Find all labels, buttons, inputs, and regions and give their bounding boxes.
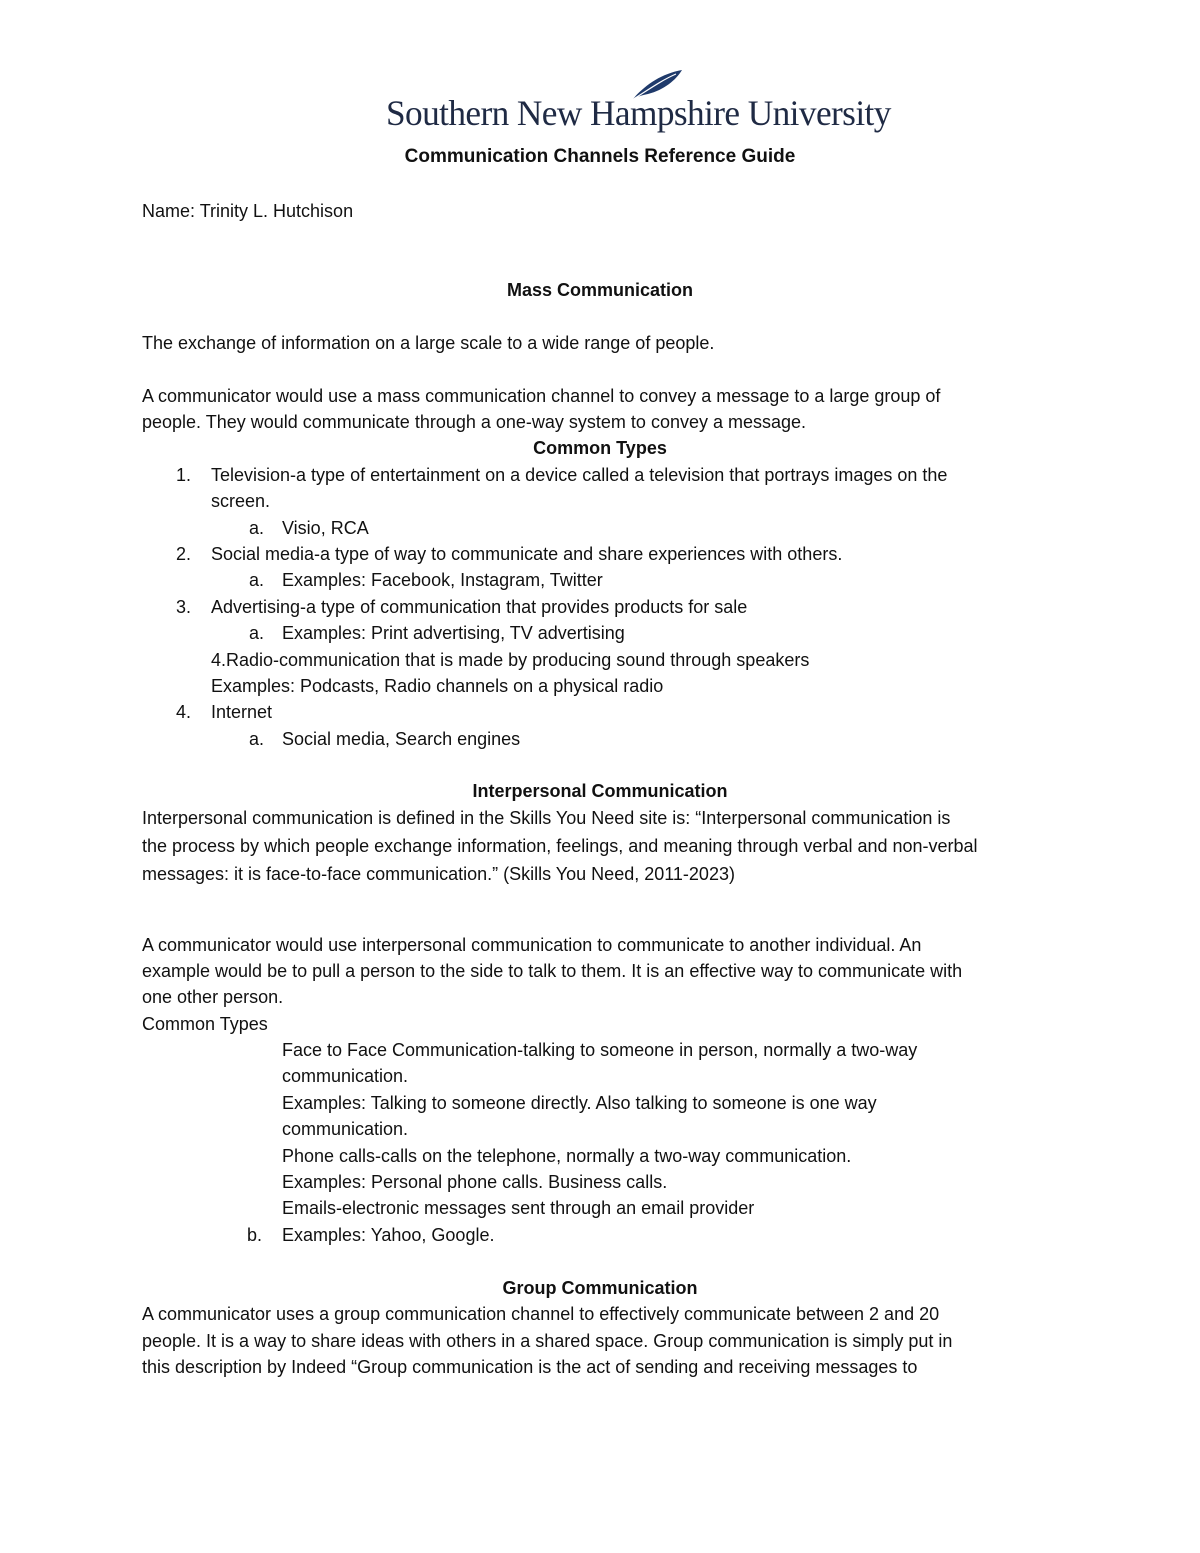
list-item: Social media-a type of way to communicate and share experiences with others. xyxy=(211,544,843,564)
list-item: Examples: Podcasts, Radio channels on a physical radio xyxy=(211,676,664,696)
list-letter: b. xyxy=(247,1225,263,1245)
type-line: Examples: Talking to someone directly. Also talking to someone is one way xyxy=(282,1093,877,1113)
type-line: communication. xyxy=(282,1066,409,1086)
group-paragraph-line: A communicator uses a group communication channel to effectively communicate between 2 and 20 xyxy=(142,1304,940,1324)
interpersonal-paragraph-line: one other person. xyxy=(142,987,284,1007)
list-number: 4. xyxy=(176,702,192,722)
list-number: 2. xyxy=(176,544,192,564)
interpersonal-quote-line: the process by which people exchange information, feelings, and meaning through verbal and non-verbal xyxy=(142,836,978,856)
interpersonal-quote-line: messages: it is face-to-face communication.” (Skills You Need, 2011-2023) xyxy=(142,864,735,884)
interpersonal-heading: Interpersonal Communication xyxy=(472,781,728,801)
mass-definition: The exchange of information on a large scale to a wide range of people. xyxy=(142,333,715,353)
type-line: Face to Face Communication-talking to someone in person, normally a two-way xyxy=(282,1040,918,1060)
type-line: Examples: Yahoo, Google. xyxy=(282,1225,495,1245)
list-item: 4.Radio-communication that is made by producing sound through speakers xyxy=(211,650,810,670)
type-line: Emails-electronic messages sent through an email provider xyxy=(282,1198,755,1218)
list-number: 3. xyxy=(176,597,192,617)
list-subitem: Visio, RCA xyxy=(282,518,369,538)
logo-wordmark: Southern New Hampshire University xyxy=(386,93,891,133)
list-item: screen. xyxy=(211,491,271,511)
group-paragraph-line: people. It is a way to share ideas with others in a shared space. Group communication is simply put in xyxy=(142,1331,953,1351)
type-line: Examples: Personal phone calls. Business calls. xyxy=(282,1172,668,1192)
type-line: Phone calls-calls on the telephone, normally a two-way communication. xyxy=(282,1146,852,1166)
interpersonal-types-heading: Common Types xyxy=(142,1014,268,1034)
mass-paragraph-line: A communicator would use a mass communication channel to convey a message to a large group of xyxy=(142,386,941,406)
list-letter: a. xyxy=(249,729,265,749)
university-logo xyxy=(386,66,891,134)
name-line: Name: Trinity L. Hutchison xyxy=(142,201,354,221)
mass-paragraph-line: people. They would communicate through a one-way system to convey a message. xyxy=(142,412,807,432)
group-paragraph-line: this description by Indeed “Group communication is the act of sending and receiving messages to xyxy=(142,1357,918,1377)
interpersonal-paragraph-line: A communicator would use interpersonal communication to communicate to another individual. An xyxy=(142,935,922,955)
list-number: 1. xyxy=(176,465,192,485)
interpersonal-paragraph-line: example would be to pull a person to the side to talk to them. It is an effective way to communicate with xyxy=(142,961,963,981)
mass-heading: Mass Communication xyxy=(506,280,694,300)
list-item: Television-a type of entertainment on a device called a television that portrays images on the xyxy=(211,465,948,485)
type-line: communication. xyxy=(282,1119,409,1139)
list-letter: a. xyxy=(249,623,265,643)
list-subitem: Examples: Print advertising, TV advertising xyxy=(282,623,625,643)
list-subitem: Social media, Search engines xyxy=(282,729,521,749)
mass-types-heading: Common Types xyxy=(533,438,667,458)
list-item: Internet xyxy=(211,702,273,722)
list-subitem: Examples: Facebook, Instagram, Twitter xyxy=(282,570,603,590)
list-letter: a. xyxy=(249,570,265,590)
document-title: Communication Channels Reference Guide xyxy=(404,146,796,167)
interpersonal-quote-line: Interpersonal communication is defined in the Skills You Need site is: “Interpersonal communication is xyxy=(142,808,951,828)
list-letter: a. xyxy=(249,518,265,538)
group-heading: Group Communication xyxy=(502,1278,698,1298)
list-item: Advertising-a type of communication that provides products for sale xyxy=(211,597,748,617)
